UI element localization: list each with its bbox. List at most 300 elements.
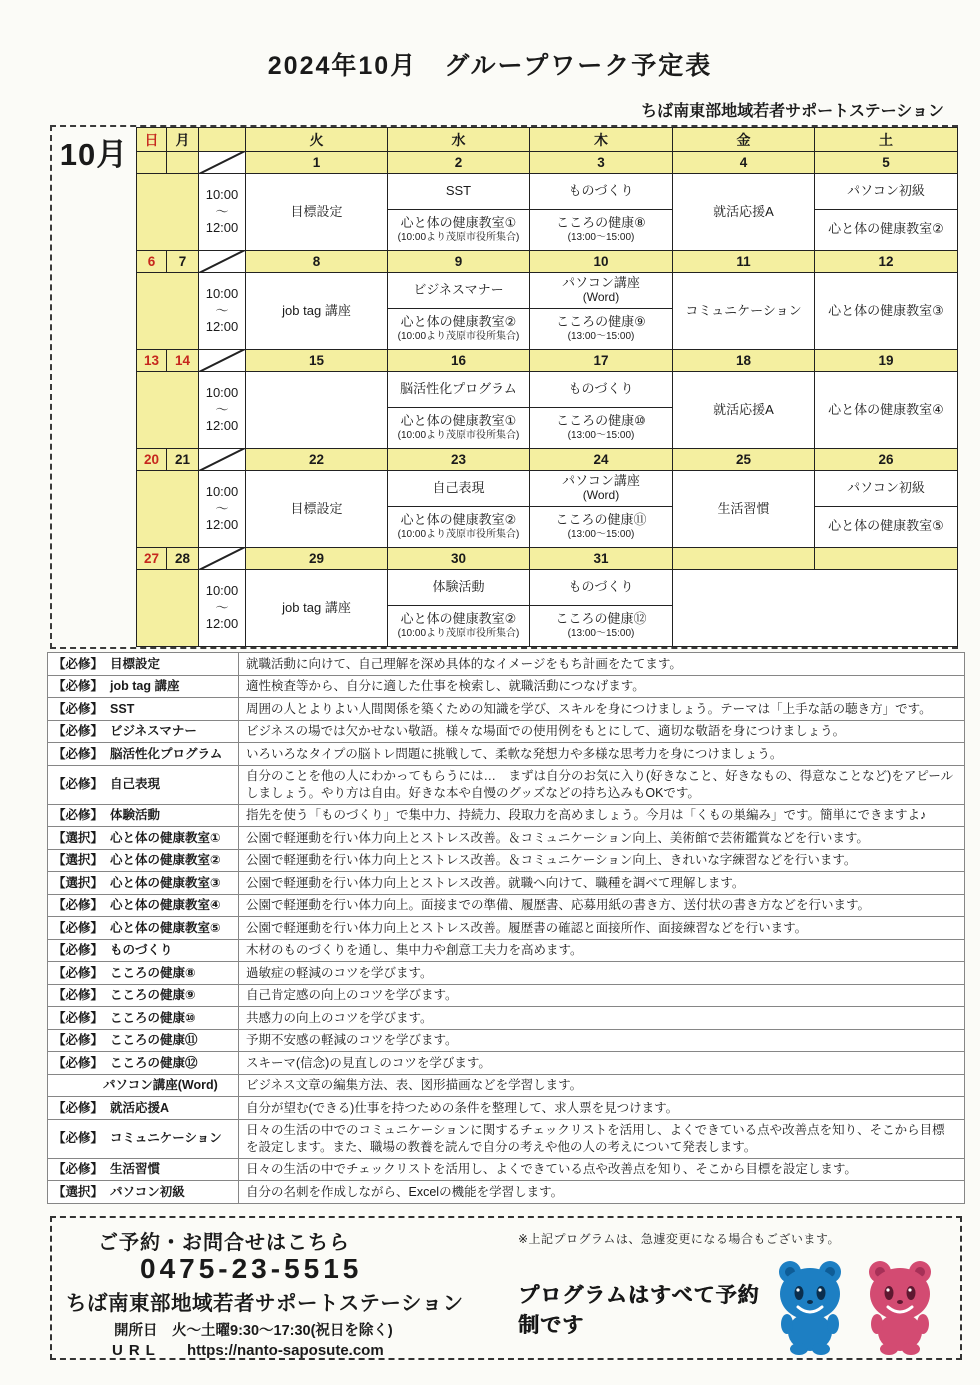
legend-program-name: SST [110,701,135,716]
program-name: 心と体の健康教室② [828,221,944,237]
program-top [530,174,672,210]
legend-description: スキーマ(信念)の見直しのコツを学びます。 [239,1052,965,1075]
legend-program-name: 目標設定 [110,656,161,671]
date-sun [137,152,167,174]
diagonal-cell [199,251,246,273]
footer-org-name: ちば南東部地域若者サポートステーション [66,1291,464,1315]
legend-program-name: 心と体の健康教室⑤ [110,920,221,935]
program-bottom [530,309,672,349]
legend-description: 予期不安感の軽減のコツを学びます。 [239,1029,965,1052]
date-sun: 6 [137,251,167,273]
date-cell: 15 [246,350,388,372]
legend-label-cell [48,1181,239,1204]
legend-tag: 【必修】 [53,656,104,671]
program-top [815,471,957,507]
open-hours: 開所日 火〜土曜9:30〜17:30(祝日を除く) [114,1322,393,1339]
date-cell: 3 [530,152,673,174]
program-name: 心と体の健康教室① [400,413,517,429]
month-label: 10月 [59,137,129,172]
reservation-banner: プログラムはすべて予約制です [518,1283,760,1337]
day-header-水: 水 [388,128,530,152]
program-cell [388,471,530,548]
program-name: 目標設定 [290,500,343,516]
legend-tag: 【選択】 [53,853,104,867]
program-name: 心と体の健康教室④ [828,401,944,417]
legend-description: 指先を使う「ものづくり」で集中力、持続力、段取力を高めましょう。今月は「くもの巣編み」です。簡単にできますよ♪ [239,804,965,827]
program-top [388,570,529,606]
program-cell [673,372,815,449]
date-cell: 12 [815,251,958,273]
day-header-金: 金 [673,128,815,152]
url-value: https://nanto-saposute.com [187,1341,384,1359]
date-cell: 2 [388,152,530,174]
program-name: パソコン初級 [847,182,925,198]
program-cell [530,372,673,449]
legend-tag: 【選択】 [53,1184,104,1199]
program-bottom [530,507,672,547]
program-top [388,471,529,507]
date-cell: 29 [246,548,388,570]
program-top [530,570,672,606]
program-bottom [815,210,957,250]
date-cell: 11 [673,251,815,273]
legend-description: 共感力の向上のコツを学びます。 [239,1007,965,1030]
legend-program-name: 生活習慣 [110,1162,161,1176]
date-mon: 21 [167,449,199,471]
legend-label-cell [48,1074,239,1097]
split-program [388,174,529,250]
program-name [246,372,387,448]
program-cell [388,372,530,449]
program-note: (10:00より茂原市役所集合) [397,430,520,442]
program-name: 心と体の健康教室① [400,215,517,231]
program-name: 心と体の健康教室② [400,512,517,528]
day-header-日: 日 [137,128,167,152]
weekend-spacer-cell [137,273,199,350]
legend-description: 過敏症の軽減のコツを学びます。 [239,962,965,985]
banner-row [518,1261,960,1357]
legend-program-name: こころの健康⑪ [110,1033,198,1047]
legend-description: 日々の生活の中でのコミュニケーションに関するチェックリストを活用し、よくできている点や改善点を知り、そこから目標を設定します。また、職場の教養を読んで自分の考えや他の人の考えについて発表します。 [239,1119,965,1158]
diagonal-cell [199,548,246,570]
legend-program-name: パソコン講座(Word) [103,1078,218,1092]
program-bottom [388,507,529,547]
empty-program-cell [673,570,958,647]
weekend-spacer-cell [137,174,199,251]
program-cell [246,174,388,251]
legend-row [48,765,965,804]
split-program [530,570,672,646]
program-cell [815,273,958,350]
legend-description: 公園で軽運動を行い体力向上とストレス改善。＆コミュニケーション向上、きれいな字練習などを行います。 [239,849,965,872]
legend-row [48,804,965,827]
week-4-content-row [137,471,958,548]
program-bottom [388,606,529,646]
legend-tag: 【選択】 [53,830,104,845]
week-3-date-row [137,350,958,372]
legend-description: いろいろなタイプの脳トレ問題に挑戦して、柔軟な発想力や多様な思考力を身につけましょう。 [239,743,965,766]
legend-row [48,743,965,766]
legend-tag: 【必修】 [53,943,104,957]
time-col-header [199,128,246,152]
program-top [388,372,529,408]
legend-tag: 【必修】 [53,679,104,693]
date-sun: 13 [137,350,167,372]
time-cell: 10:00 〜 12:00 [199,372,246,449]
diagonal-slash [199,251,245,272]
legend-program-name: 体験活動 [110,808,161,822]
blue-bear-icon [779,1261,841,1355]
program-name: 脳活性化プログラム [400,380,517,396]
diagonal-slash [199,152,245,173]
program-name: パソコン講座 [562,275,640,291]
legend-row [48,1052,965,1075]
split-program [530,372,672,448]
legend-label-cell [48,872,239,895]
program-name: こころの健康⑫ [555,611,647,627]
program-top [530,273,672,309]
legend-tag: 【必修】 [53,920,104,935]
program-cell [246,471,388,548]
legend-tag: 【選択】 [53,875,104,890]
legend-row [48,1158,965,1181]
legend-program-name: 自己表現 [110,777,161,792]
legend-row [48,984,965,1007]
legend-tag: 【必修】 [53,965,104,980]
date-cell: 4 [673,152,815,174]
time-cell: 10:00 〜 12:00 [199,471,246,548]
program-bottom [388,210,529,250]
date-cell: 9 [388,251,530,273]
date-cell: 31 [530,548,673,570]
week-3-content-row [137,372,958,449]
week-2-date-row [137,251,958,273]
legend-label-cell [48,1029,239,1052]
program-note: (13:00〜15:00) [567,232,635,244]
day-header-土: 土 [815,128,958,152]
legend-row [48,917,965,940]
program-name: パソコン講座 [562,473,640,489]
date-cell: 24 [530,449,673,471]
legend-tag: 【必修】 [53,1100,104,1115]
legend-program-name: ものづくり [110,943,173,957]
legend-label-cell [48,917,239,940]
program-top [530,372,672,408]
legend-label-cell [48,962,239,985]
legend-tag: 【必修】 [53,701,104,716]
program-bottom [530,210,672,250]
program-name: SST [445,182,472,198]
time-cell: 10:00 〜 12:00 [199,570,246,647]
date-mon: 7 [167,251,199,273]
program-cell [815,174,958,251]
program-name: 心と体の健康教室② [400,314,517,330]
date-sun: 27 [137,548,167,570]
program-cell [246,372,388,449]
program-name: 心と体の健康教室② [400,611,517,627]
legend-program-name: job tag 講座 [110,679,180,693]
legend-description: 自己肯定感の向上のコツを学びます。 [239,984,965,1007]
day-header-月: 月 [167,128,199,152]
legend-program-name: 心と体の健康教室① [110,830,221,845]
legend-label-cell [48,1119,239,1158]
legend-row [48,675,965,698]
legend-program-name: こころの健康⑩ [110,1010,196,1025]
legend-program-name: 脳活性化プログラム [110,746,223,761]
legend-description: 公園で軽運動を行い体力向上とストレス改善。履歴書の確認と面接所作、面接練習などを行います。 [239,917,965,940]
legend-row [48,939,965,962]
program-bottom [815,507,957,547]
program-name: 心と体の健康教室⑤ [828,518,944,534]
diagonal-slash [199,350,245,371]
diagonal-cell [199,449,246,471]
program-note: (13:00〜15:00) [567,529,635,541]
program-name: コミュニケーション [685,302,802,318]
date-cell: 17 [530,350,673,372]
legend-description: 自分が望む(できる)仕事を持つための条件を整理して、求人票を見つけます。 [239,1097,965,1120]
diagonal-cell [199,152,246,174]
legend-tag: 【必修】 [53,808,104,822]
legend-tag: 【必修】 [53,1010,104,1025]
weekend-spacer-cell [137,471,199,548]
program-name: こころの健康⑩ [556,413,646,429]
legend-tag: 【必修】 [53,1055,104,1070]
program-cell [815,471,958,548]
program-cell [388,570,530,647]
legend-row [48,720,965,743]
org-name: ちば南東部地域若者サポートステーション [641,103,944,120]
program-cell [388,273,530,350]
legend-description: ビジネス文章の編集方法、表、図形描画などを学習します。 [239,1074,965,1097]
program-note: (10:00より茂原市役所集合) [397,628,520,640]
program-note: (13:00〜15:00) [567,331,635,343]
mascot-bears [770,1257,940,1357]
program-name: こころの健康⑧ [556,215,646,231]
split-program [530,471,672,547]
footer-right-block [514,1218,960,1358]
program-bottom [388,309,529,349]
pink-bear-icon [869,1261,931,1355]
date-mon: 28 [167,548,199,570]
legend-row [48,1097,965,1120]
week-2-content-row [137,273,958,350]
diagonal-slash [199,449,245,470]
footer-box [50,1216,962,1360]
legend-row [48,1029,965,1052]
program-cell [530,471,673,548]
legend-tag: 【必修】 [53,1131,104,1146]
date-cell [673,548,815,570]
date-cell: 1 [246,152,388,174]
program-top [815,174,957,210]
day-header-木: 木 [530,128,673,152]
program-bottom [530,606,672,646]
legend-tag: 【必修】 [53,777,104,792]
day-header-火: 火 [246,128,388,152]
legend-label-cell [48,984,239,1007]
date-cell: 30 [388,548,530,570]
program-cell [530,273,673,350]
program-name: ものづくり [568,182,634,198]
program-cell [530,174,673,251]
time-cell: 10:00 〜 12:00 [199,174,246,251]
legend-label-cell [48,827,239,850]
date-cell: 23 [388,449,530,471]
split-program [815,471,957,547]
split-program [388,372,529,448]
legend-description: 自分のことを他の人にわかってもらうには… まずは自分のお気に入り(好きなこと、好きなもの、得意なことなど)をアピールしましょう。やり方は自由。好きな本や自慢のグッズなどの持ち込みもOKです。 [239,765,965,804]
legend-program-name: こころの健康⑫ [110,1055,198,1070]
legend-tag: 【必修】 [53,724,104,738]
legend-row [48,1119,965,1158]
week-4-date-row [137,449,958,471]
legend-row [48,653,965,676]
legend-tag: 【必修】 [53,746,104,761]
date-cell: 10 [530,251,673,273]
date-cell [815,548,958,570]
split-program [388,471,529,547]
legend-description: 適性検査等から、自分に適した仕事を検索し、就職活動につなげます。 [239,675,965,698]
program-name: 自己表現 [432,479,485,495]
weekend-spacer-cell [137,372,199,449]
change-note: ※上記プログラムは、急遽変更になる場合もございます。 [518,1231,840,1246]
date-cell: 26 [815,449,958,471]
day-header-row [137,128,958,152]
program-name: こころの健康⑨ [556,314,646,330]
legend-tag: 【必修】 [53,1162,104,1176]
program-bottom [388,408,529,448]
legend-label-cell [48,675,239,698]
program-bottom [530,408,672,448]
split-program [388,273,529,349]
legend-label-cell [48,653,239,676]
program-name: パソコン初級 [847,479,925,495]
legend-program-name: こころの健康⑨ [110,988,196,1002]
legend-row [48,894,965,917]
program-name: ものづくり [568,578,634,594]
program-note: (13:00〜15:00) [567,628,635,640]
legend-label-cell [48,939,239,962]
legend-program-name: コミュニケーション [110,1131,222,1146]
legend-label-cell [48,743,239,766]
program-cell [530,570,673,647]
split-program [530,273,672,349]
program-top [530,471,672,507]
url-label: URL [112,1341,161,1359]
legend-label-cell [48,1007,239,1030]
program-legend-table [47,652,965,1204]
calendar-section [50,125,958,649]
split-program [815,174,957,250]
legend-label-cell [48,720,239,743]
date-sun: 20 [137,449,167,471]
program-name: 生活習慣 [717,500,770,516]
week-5-content-row [137,570,958,647]
legend-description: 自分の名刺を作成しながら、Excelの機能を学習します。 [239,1181,965,1204]
date-mon: 14 [167,350,199,372]
date-cell: 22 [246,449,388,471]
date-cell: 16 [388,350,530,372]
week-1-date-row [137,152,958,174]
legend-program-name: 心と体の健康教室② [110,853,221,867]
date-cell: 8 [246,251,388,273]
legend-program-name: こころの健康⑧ [110,965,196,980]
legend-tag: 【必修】 [53,1033,104,1047]
legend-description: 木材のものづくりを通し、集中力や創意工夫力を高めます。 [239,939,965,962]
program-cell [815,372,958,449]
program-name: 就活応援A [713,203,774,219]
date-cell: 18 [673,350,815,372]
legend-label-cell [48,849,239,872]
program-note: (10:00より茂原市役所集合) [397,232,520,244]
legend-row [48,1181,965,1204]
program-name: 心と体の健康教室③ [828,302,944,318]
calendar-table [136,127,958,647]
legend-label-cell [48,765,239,804]
legend-label-cell [48,1158,239,1181]
footer-contact-block [52,1218,514,1358]
week-5-date-row [137,548,958,570]
time-cell: 10:00 〜 12:00 [199,273,246,350]
diagonal-cell [199,350,246,372]
weekend-spacer-cell [137,570,199,647]
program-note: (10:00より茂原市役所集合) [397,529,520,541]
legend-row [48,849,965,872]
legend-program-name: 心と体の健康教室③ [110,875,221,890]
program-name: 就活応援A [713,401,774,417]
url-line [52,1342,514,1359]
program-name: 目標設定 [290,203,343,219]
legend-row [48,1007,965,1030]
legend-row [48,872,965,895]
legend-tag: 【必修】 [53,988,104,1002]
legend-label-cell [48,698,239,721]
program-note: (10:00より茂原市役所集合) [397,331,520,343]
legend-description: 公園で軽運動を行い体力向上とストレス改善。就職へ向けて、職種を調べて理解します。 [239,872,965,895]
legend-program-name: 就活応援A [110,1100,170,1115]
contact-title: ご予約・お問合せはこちら [98,1231,350,1254]
week-1-content-row [137,174,958,251]
date-cell: 25 [673,449,815,471]
legend-description: 日々の生活の中でチェックリストを活用し、よくできている点や改善点を知り、そこから目標を設定します。 [239,1158,965,1181]
legend-row [48,1074,965,1097]
legend-row [48,827,965,850]
legend-description: 就職活動に向けて、自己理解を深め具体的なイメージをもち計画をたてます。 [239,653,965,676]
legend-program-name: ビジネスマナー [110,724,197,738]
split-program [530,174,672,250]
program-note: (13:00〜15:00) [567,430,635,442]
program-name: 体験活動 [432,578,485,594]
program-cell [246,273,388,350]
program-top [388,174,529,210]
legend-description: ビジネスの場では欠かせない敬語。様々な場面での使用例をもとにして、適切な敬語を身につけましょう。 [239,720,965,743]
program-top [388,273,529,309]
date-mon [167,152,199,174]
split-program [388,570,529,646]
legend-program-name: パソコン初級 [110,1184,185,1199]
program-name: job tag 講座 [282,599,351,615]
legend-description: 公園で軽運動を行い体力向上とストレス改善。＆コミュニケーション向上、美術館で芸術鑑賞などを行います。 [239,827,965,850]
legend-program-name: 心と体の健康教室④ [110,898,221,912]
program-cell [246,570,388,647]
diagonal-slash [199,548,245,569]
page-title: 2024年10月 グループワーク予定表 [267,52,713,80]
program-cell [673,273,815,350]
phone-number: 0475-23-5515 [140,1252,363,1284]
program-name-line2: (Word) [582,488,620,503]
legend-label-cell [48,804,239,827]
program-name: こころの健康⑪ [555,512,647,528]
